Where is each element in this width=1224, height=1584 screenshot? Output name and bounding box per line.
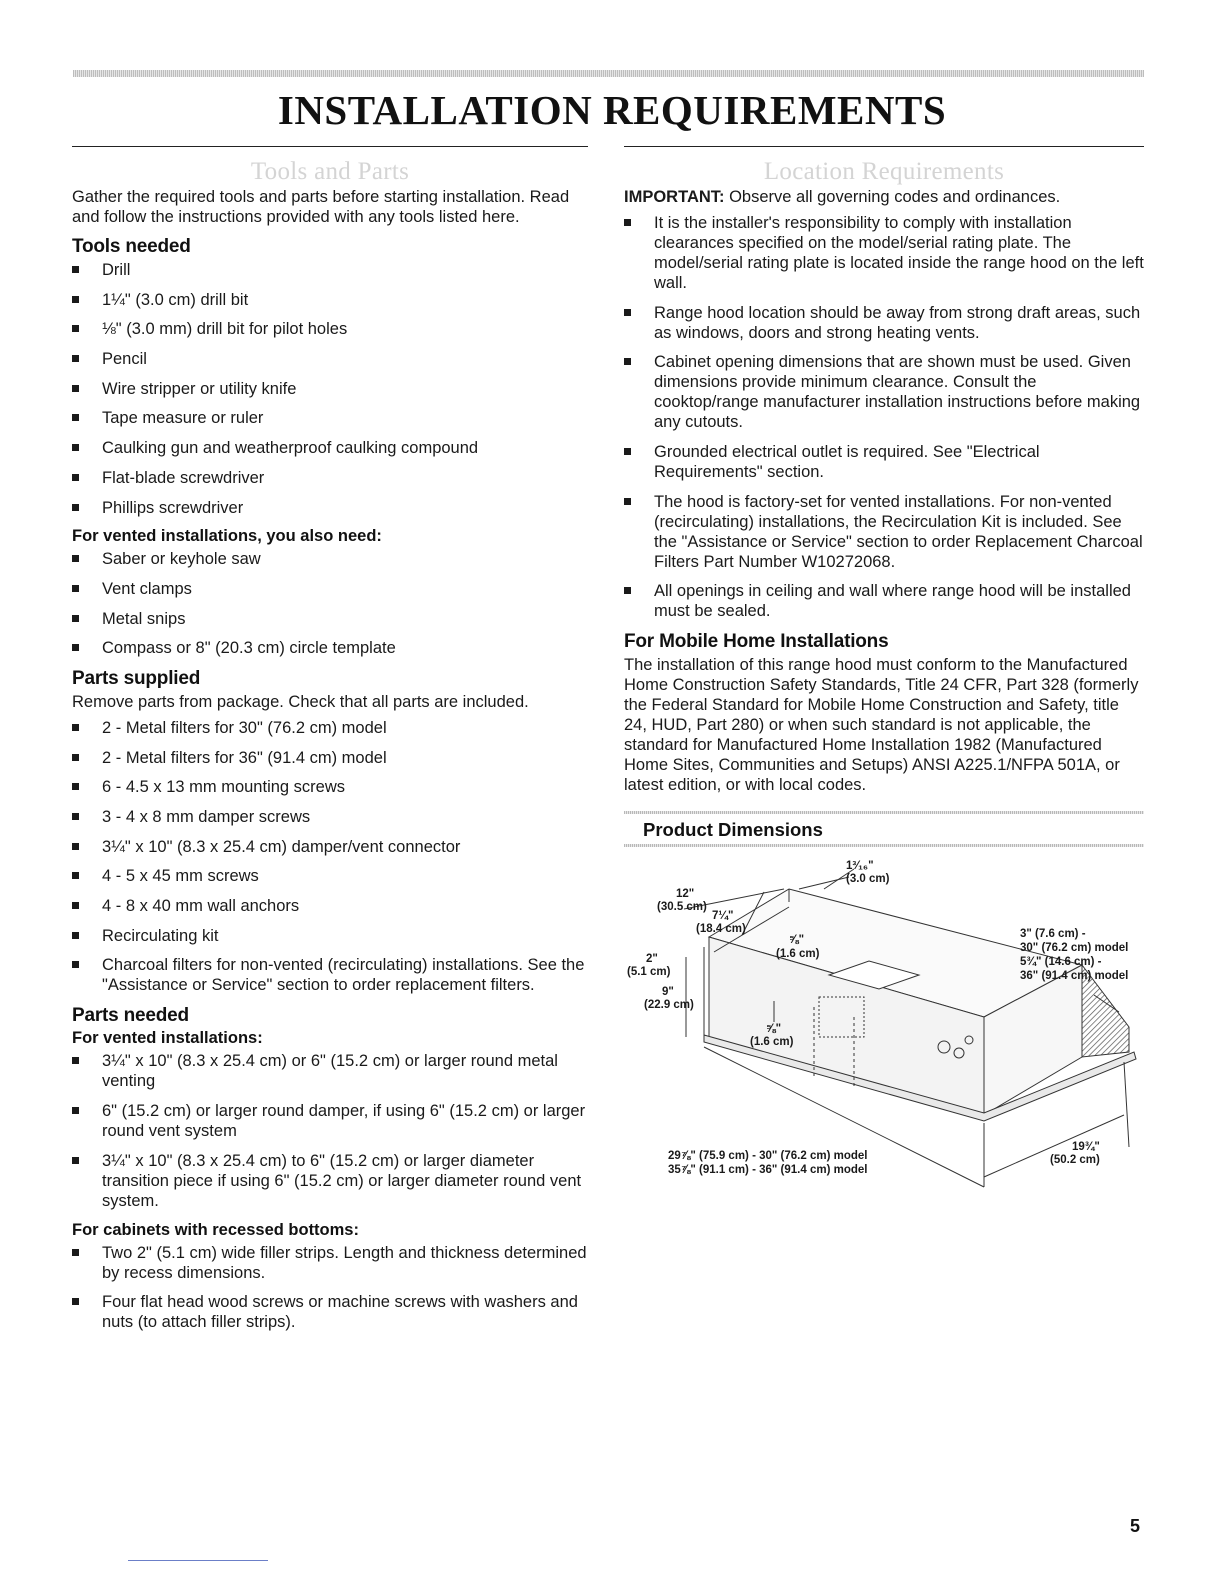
list-item bbox=[72, 609, 588, 629]
bullet-icon bbox=[72, 266, 79, 273]
dim-label: ⅝" bbox=[766, 1023, 782, 1036]
right-column-rule bbox=[624, 146, 1144, 147]
item-text: Tape measure or ruler bbox=[102, 409, 264, 428]
hood-body bbox=[704, 889, 1136, 1121]
bullet-icon bbox=[72, 474, 79, 481]
list-item bbox=[72, 955, 588, 995]
dim-label: 35⅞" (91.1 cm) - 36" (91.4 cm) model bbox=[668, 1164, 868, 1177]
item-text: 3¼" x 10" (8.3 x 25.4 cm) or 6" (15.2 cm) or larger round metal venting bbox=[102, 1052, 558, 1091]
list-item bbox=[72, 1292, 588, 1332]
item-text: Compass or 8" (20.3 cm) circle template bbox=[102, 639, 396, 658]
bullet-icon bbox=[624, 587, 631, 594]
list-item bbox=[72, 896, 588, 916]
bullet-icon bbox=[624, 498, 631, 505]
item-text: Charcoal filters for non-vented (recirculating) installations. See the "Assistance or Service" section to order replacement filters. bbox=[102, 956, 585, 995]
parts-needed-recessed-list bbox=[72, 1243, 588, 1333]
item-text: Metal snips bbox=[102, 609, 186, 628]
item-text: Caulking gun and weatherproof caulking compound bbox=[102, 439, 479, 458]
item-text: 1¼" (3.0 cm) drill bit bbox=[102, 290, 249, 309]
product-dimensions-bottom-band bbox=[624, 844, 1144, 847]
list-item bbox=[72, 379, 588, 399]
item-text: Pencil bbox=[102, 350, 147, 369]
bullet-icon bbox=[72, 414, 79, 421]
dim-label: 30" (76.2 cm) model bbox=[1020, 942, 1129, 955]
list-item bbox=[72, 319, 588, 339]
item-text: Vent clamps bbox=[102, 579, 192, 598]
top-decorative-rule bbox=[73, 70, 1144, 77]
list-item bbox=[72, 926, 588, 946]
item-text: 6 - 4.5 x 13 mm mounting screws bbox=[102, 778, 346, 797]
product-dimensions-header bbox=[624, 811, 1144, 847]
list-item bbox=[72, 807, 588, 827]
bullet-icon bbox=[72, 355, 79, 362]
list-item bbox=[72, 837, 588, 857]
dim-label: 36" (91.4 cm) model bbox=[1020, 970, 1129, 983]
parts-needed-heading: Parts needed bbox=[72, 1005, 189, 1027]
bullet-icon bbox=[72, 932, 79, 939]
list-item bbox=[72, 498, 588, 518]
bullet-icon bbox=[624, 219, 631, 226]
list-item bbox=[72, 260, 588, 280]
product-dimensions-top-band bbox=[624, 811, 1144, 814]
item-text: Saber or keyhole saw bbox=[102, 550, 261, 569]
bullet-icon bbox=[72, 296, 79, 303]
item-text: Grounded electrical outlet is required. See "Electrical Requirements" section. bbox=[654, 443, 1040, 482]
tools-and-parts-heading: Tools and Parts bbox=[250, 158, 410, 185]
bullet-icon bbox=[72, 843, 79, 850]
tools-and-parts-column bbox=[72, 146, 588, 1342]
mobile-home-heading: For Mobile Home Installations bbox=[624, 631, 889, 653]
list-item bbox=[72, 549, 588, 569]
dim-label: (1.6 cm) bbox=[750, 1036, 794, 1049]
list-item bbox=[72, 1151, 588, 1211]
parts-needed-vented-list bbox=[72, 1051, 588, 1210]
list-item bbox=[72, 349, 588, 369]
bullet-icon bbox=[72, 585, 79, 592]
bullet-icon bbox=[72, 754, 79, 761]
list-item bbox=[624, 581, 1144, 621]
parts-supplied-heading: Parts supplied bbox=[72, 667, 201, 689]
item-text: It is the installer's responsibility to comply with installation clearances specified on the model/serial rating plate. The model/serial rating plate is located inside the range hood on the left wall. bbox=[654, 214, 1144, 292]
list-item bbox=[624, 213, 1144, 293]
list-item bbox=[624, 442, 1144, 482]
location-requirements-heading: Location Requirements bbox=[763, 158, 1005, 185]
item-text: 3¼" x 10" (8.3 x 25.4 cm) damper/vent connector bbox=[102, 837, 461, 856]
item-text: Four flat head wood screws or machine screws with washers and nuts (to attach filler strips). bbox=[102, 1293, 578, 1332]
mobile-home-text: The installation of this range hood must conform to the Manufactured Home Construction Safety Standards, Title 24 CFR, Part 328 (formerly the Federal Standard for Mobile Home Construction and Safety, title 24, HUD, Part 280) or when such standard is not applicable, the standard for Manufactured Home Installation 1982 (Manufactured Home Sites, Communities and Setups) ANSI A225.1/NFPA 501A, or latest edition, or with local codes. bbox=[624, 656, 1139, 795]
item-text: 2 - Metal filters for 30" (76.2 cm) model bbox=[102, 718, 387, 737]
dim-label: 9" bbox=[662, 986, 674, 999]
item-text: The hood is factory-set for vented installations. For non-vented (recirculating) installations, the Recirculation Kit is included. See the "Assistance or Service" section to order Replacement Charcoal Filters Part Number W10272068. bbox=[654, 492, 1143, 571]
item-text: 6" (15.2 cm) or larger round damper, if using 6" (15.2 cm) or larger round vent system bbox=[102, 1102, 586, 1141]
list-item bbox=[72, 866, 588, 886]
dim-label: 29⅞" (75.9 cm) - 30" (76.2 cm) model bbox=[668, 1150, 868, 1163]
bullet-icon bbox=[72, 813, 79, 820]
tools-needed-list bbox=[72, 260, 588, 518]
dimension-line bbox=[799, 877, 849, 889]
item-text: Flat-blade screwdriver bbox=[102, 468, 265, 487]
item-text: Range hood location should be away from strong draft areas, such as windows, doors and strong heating vents. bbox=[654, 303, 1141, 342]
bullet-icon bbox=[72, 615, 79, 622]
item-text: Wire stripper or utility knife bbox=[102, 379, 297, 398]
dim-label: (1.6 cm) bbox=[776, 948, 820, 961]
recessed-bottoms-heading: For cabinets with recessed bottoms: bbox=[72, 1220, 359, 1239]
page-number: 5 bbox=[1130, 1516, 1141, 1536]
item-text: Recirculating kit bbox=[102, 926, 219, 945]
bullet-icon bbox=[72, 385, 79, 392]
range-hood-dimension-diagram bbox=[624, 847, 1144, 1227]
list-item bbox=[72, 777, 588, 797]
bullet-icon bbox=[72, 872, 79, 879]
dim-label: 19¾" bbox=[1072, 1141, 1100, 1154]
list-item bbox=[624, 303, 1144, 343]
bullet-icon bbox=[72, 1157, 79, 1164]
dim-label: 1³⁄₁₆" bbox=[846, 860, 874, 873]
dim-label: (22.9 cm) bbox=[644, 999, 694, 1012]
item-text: 2 - Metal filters for 36" (91.4 cm) model bbox=[102, 748, 387, 767]
dimension-line bbox=[984, 1115, 1124, 1177]
dim-label: 5¾" (14.6 cm) - bbox=[1020, 956, 1102, 969]
list-item bbox=[72, 579, 588, 599]
item-text: 3¼" x 10" (8.3 x 25.4 cm) to 6" (15.2 cm) or larger diameter transition piece if using 6" (15.2 cm) or larger diameter round vent system. bbox=[102, 1151, 582, 1210]
list-item bbox=[72, 438, 588, 458]
tools-needed-heading: Tools needed bbox=[72, 236, 191, 257]
list-item bbox=[624, 352, 1144, 432]
item-text: All openings in ceiling and wall where range hood will be installed must be sealed. bbox=[654, 582, 1131, 621]
item-text: ⅛" (3.0 mm) drill bit for pilot holes bbox=[102, 320, 348, 339]
vented-tools-list bbox=[72, 549, 588, 658]
bullet-icon bbox=[72, 1298, 79, 1305]
bullet-icon bbox=[72, 724, 79, 731]
item-text: Phillips screwdriver bbox=[102, 498, 244, 517]
location-requirements-list bbox=[624, 213, 1144, 621]
list-item bbox=[72, 1101, 588, 1141]
bullet-icon bbox=[72, 961, 79, 968]
dim-label: 3" (7.6 cm) - bbox=[1020, 928, 1086, 941]
product-dimensions-heading: Product Dimensions bbox=[643, 819, 823, 841]
bullet-icon bbox=[72, 325, 79, 332]
dimension-line bbox=[1124, 1062, 1129, 1147]
location-requirements-column bbox=[624, 146, 1144, 1227]
item-text: Drill bbox=[102, 261, 131, 279]
important-label: IMPORTANT: bbox=[624, 188, 725, 206]
bullet-icon bbox=[72, 1107, 79, 1114]
vented-installations-heading: For vented installations: bbox=[72, 1029, 263, 1048]
list-item bbox=[624, 492, 1144, 572]
item-text: 3 - 4 x 8 mm damper screws bbox=[102, 808, 311, 826]
dim-label: (5.1 cm) bbox=[627, 966, 671, 979]
item-text: Two 2" (5.1 cm) wide filler strips. Length and thickness determined by recess dimensions. bbox=[102, 1243, 587, 1282]
dim-label: ⅝" bbox=[789, 934, 805, 947]
footer-link-underline bbox=[128, 1560, 268, 1561]
item-text: 4 - 8 x 40 mm wall anchors bbox=[102, 897, 300, 916]
important-text: Observe all governing codes and ordinances. bbox=[724, 188, 1061, 206]
list-item bbox=[72, 408, 588, 428]
bullet-icon bbox=[72, 1249, 79, 1256]
list-item bbox=[72, 468, 588, 488]
bullet-icon bbox=[72, 504, 79, 511]
item-text: 4 - 5 x 45 mm screws bbox=[102, 867, 259, 886]
bullet-icon bbox=[72, 555, 79, 562]
list-item bbox=[72, 748, 588, 768]
vented-tools-heading: For vented installations, you also need: bbox=[72, 527, 382, 546]
bullet-icon bbox=[624, 448, 631, 455]
bullet-icon bbox=[624, 309, 631, 316]
tools-and-parts-intro: Gather the required tools and parts before starting installation. Read and follow the instructions provided with any tools listed here. bbox=[72, 188, 570, 226]
bullet-icon bbox=[72, 444, 79, 451]
bullet-icon bbox=[624, 358, 631, 365]
list-item bbox=[72, 1243, 588, 1283]
important-note bbox=[624, 187, 1144, 207]
dim-label: (50.2 cm) bbox=[1050, 1154, 1100, 1167]
parts-supplied-intro: Remove parts from package. Check that all parts are included. bbox=[72, 692, 529, 711]
left-column-rule bbox=[72, 146, 588, 147]
item-text: Cabinet opening dimensions that are shown must be used. Given dimensions provide minimum clearance. Consult the cooktop/range manufacturer installation instructions before making any cutouts. bbox=[654, 353, 1141, 432]
dim-label: 7¼" bbox=[712, 910, 734, 923]
bullet-icon bbox=[72, 644, 79, 651]
list-item bbox=[72, 290, 588, 310]
bullet-icon bbox=[72, 783, 79, 790]
dim-label: 12" bbox=[676, 888, 695, 901]
list-item bbox=[72, 1051, 588, 1091]
dim-label: (3.0 cm) bbox=[846, 873, 890, 886]
list-item bbox=[72, 638, 588, 658]
list-item bbox=[72, 718, 588, 738]
page-title: INSTALLATION REQUIREMENTS bbox=[277, 87, 947, 133]
bullet-icon bbox=[72, 902, 79, 909]
dim-label: 2" bbox=[646, 953, 658, 966]
dim-label: (18.4 cm) bbox=[696, 923, 746, 936]
bullet-icon bbox=[72, 1057, 79, 1064]
dim-label: (30.5 cm) bbox=[657, 901, 707, 914]
parts-supplied-list bbox=[72, 718, 588, 996]
